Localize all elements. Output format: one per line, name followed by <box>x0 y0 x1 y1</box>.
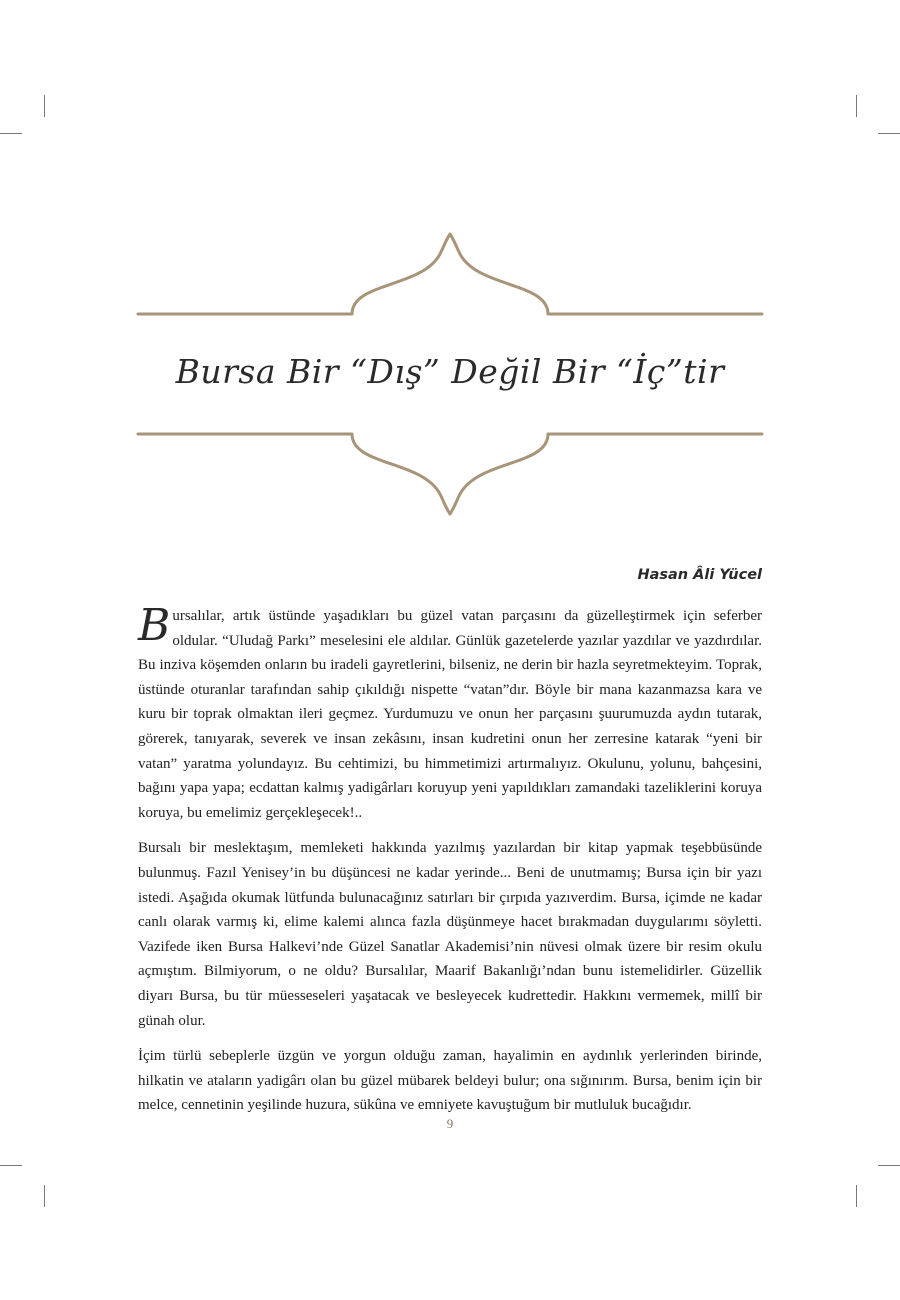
ornament-top <box>138 234 762 314</box>
crop-mark <box>44 1185 45 1207</box>
crop-mark <box>0 1165 22 1166</box>
ornament-bottom <box>138 434 762 514</box>
paragraph: Bursalı bir meslektaşım, memleketi hakkında yazılmış yazılardan bir kitap yapmak teşebbüsünde bulunmuş. Fazıl Yenisey’in bu düşüncesi ne kadar yerinde... Beni de unutmamış; Bursa için bir yazı istedi. Aşağıda okumak lütfunda bulunacağınız satırları bir çırpıda yazıverdim. Bursa, içimde ne kadar canlı olarak varmış ki, elime kalemi alınca fazla düşünmeye hacet bırakmadan duygularımı söyletti. Vazifede iken Bursa Halkevi’nde Güzel Sanatlar Akademisi’nin nüvesi olmak üzere bir resim okulu açmıştım. Bilmiyorum, o ne oldu? Bursalılar, Maarif Bakanlığı’ndan bunu istemelidirler. Güzellik diyarı Bursa, bu tür müesseseleri yaşatacak ve besleyecek kudrettedir. Hakkını vermemek, millî bir günah olur. <box>138 840 762 1029</box>
page-title: Bursa Bir “Dış” Değil Bir “İç”tir <box>175 352 725 391</box>
paragraph: İçim türlü sebeplerle üzgün ve yorgun olduğu zaman, hayalimin en aydınlık yerlerinden birinde, hilkatin ve ataların yadigârı olan bu güzel mübarek beldeyi bulur; ona sığınırım. Bursa, benim için bir melce, cennetinin yeşilinde huzura, sükûna ve emniyete kavuştuğum bir mutluluk bucağıdır. <box>138 1048 762 1114</box>
page-number: 9 <box>446 1116 454 1131</box>
drop-cap: B <box>138 600 171 651</box>
article-body <box>138 600 762 1129</box>
paragraph <box>138 600 762 825</box>
title-ornament <box>0 0 900 560</box>
crop-mark <box>856 1185 857 1207</box>
paragraph-text: ursalılar, artık üstünde yaşadıkları bu güzel vatan parçasını da güzelleştirmek için seferber oldular. “Uludağ Parkı” meselesini ele aldılar. Günlük gazetelerde yazılar yazdılar ve yazdırdılar. Bu inziva köşemden onların bu iradeli gayretlerini, bilseniz, ne derin bir hazla seyretmekteyim. Toprak, üstünde oturanlar tarafından sahip çıkıldığı nispette “vatan”dır. Böyle bir mana kazanmazsa kara ve kuru bir toprak olmaktan ileri geçmez. Yurdumuzu ve onun her parçasını şuurumuzda aydın tutarak, görerek, tanıyarak, severek ve insan zekâsını, insan kudretini onun her zerresine katarak “yeni bir vatan” yaratma yolundayız. Bu cehtimizi, bu himmetimizi artırmalıyız. Okulunu, yolunu, bahçesini, bağını yapa yapa; ecdattan kalmış yadigârları koruyup yeni yapıldıkları zamandaki tazeliklerini koruya koruya, bu emelimiz gerçekleşecek!.. <box>138 608 762 821</box>
crop-mark <box>878 1165 900 1166</box>
author-name: Hasan Âli Yücel <box>637 567 762 583</box>
